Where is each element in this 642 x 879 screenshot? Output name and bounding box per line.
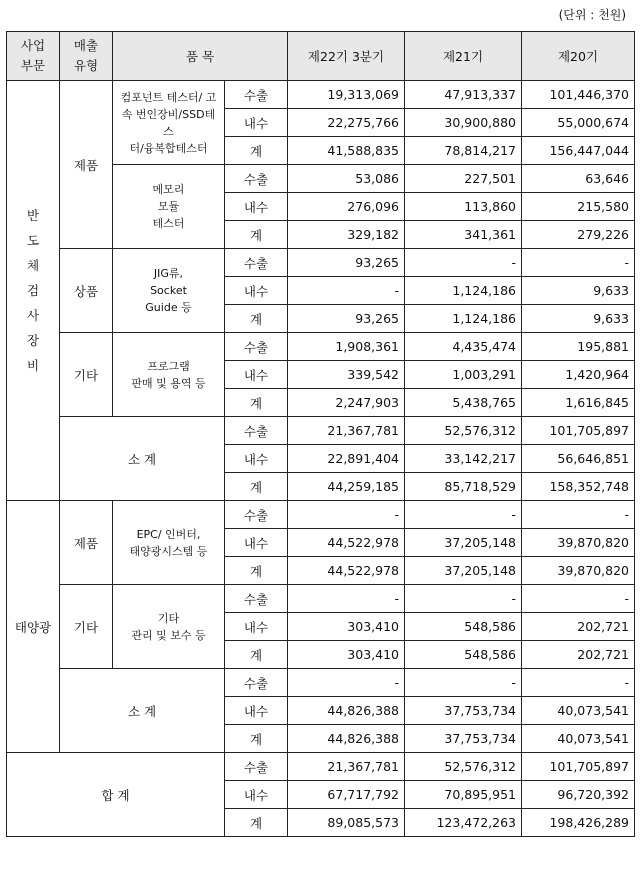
cell-value: 41,588,835 (288, 137, 405, 165)
cell-value: 39,870,820 (522, 529, 635, 557)
row-label-export: 수출 (225, 585, 288, 613)
row-label-total: 계 (225, 473, 288, 501)
table-row (7, 417, 635, 445)
cell-value: 1,908,361 (288, 333, 405, 361)
row-label-export: 수출 (225, 165, 288, 193)
row-label-total: 계 (225, 641, 288, 669)
cell-value: - (522, 585, 635, 613)
cell-value: 227,501 (405, 165, 522, 193)
cell-value: 44,522,978 (288, 529, 405, 557)
cell-value: 40,073,541 (522, 697, 635, 725)
cell-value: - (522, 249, 635, 277)
row-label-total: 계 (225, 137, 288, 165)
cell-value: 39,870,820 (522, 557, 635, 585)
row-label-total: 계 (225, 809, 288, 837)
cell-value: 1,420,964 (522, 361, 635, 389)
type-product: 제품 (60, 81, 113, 249)
grand-total-label: 합 계 (7, 753, 225, 837)
cell-value: 101,705,897 (522, 753, 635, 781)
sales-table (6, 31, 635, 837)
cell-value: 30,900,880 (405, 109, 522, 137)
cell-value: 22,275,766 (288, 109, 405, 137)
cell-value: 329,182 (288, 221, 405, 249)
cell-value: 548,586 (405, 613, 522, 641)
cell-value: 9,633 (522, 277, 635, 305)
cell-value: 9,633 (522, 305, 635, 333)
type-other: 기타 (60, 585, 113, 669)
cell-value: - (405, 249, 522, 277)
cell-value: 89,085,573 (288, 809, 405, 837)
cell-value: 22,891,404 (288, 445, 405, 473)
cell-value: - (405, 585, 522, 613)
cell-value: 2,247,903 (288, 389, 405, 417)
type-merchandise: 상품 (60, 249, 113, 333)
cell-value: 19,313,069 (288, 81, 405, 109)
cell-value: 279,226 (522, 221, 635, 249)
table-row (7, 669, 635, 697)
cell-value: 341,361 (405, 221, 522, 249)
cell-value: 101,705,897 (522, 417, 635, 445)
cell-value: - (288, 277, 405, 305)
cell-value: - (288, 501, 405, 529)
row-label-domestic: 내수 (225, 361, 288, 389)
cell-value: 339,542 (288, 361, 405, 389)
header-row (7, 32, 635, 81)
header-p21: 제21기 (405, 32, 522, 81)
item-name: 프로그램 판매 및 용역 등 (113, 333, 225, 417)
header-p20: 제20기 (522, 32, 635, 81)
row-label-domestic: 내수 (225, 781, 288, 809)
header-type: 매출 유형 (60, 32, 113, 81)
cell-value: 303,410 (288, 613, 405, 641)
cell-value: 113,860 (405, 193, 522, 221)
row-label-total: 계 (225, 221, 288, 249)
cell-value: 202,721 (522, 641, 635, 669)
row-label-export: 수출 (225, 249, 288, 277)
header-item: 품 목 (113, 32, 288, 81)
row-label-domestic: 내수 (225, 697, 288, 725)
cell-value: 40,073,541 (522, 725, 635, 753)
cell-value: 4,435,474 (405, 333, 522, 361)
cell-value: 21,367,781 (288, 753, 405, 781)
cell-value: - (288, 669, 405, 697)
row-label-total: 계 (225, 557, 288, 585)
row-label-export: 수출 (225, 417, 288, 445)
row-label-domestic: 내수 (225, 193, 288, 221)
cell-value: - (522, 501, 635, 529)
row-label-export: 수출 (225, 753, 288, 781)
cell-value: 276,096 (288, 193, 405, 221)
cell-value: 55,000,674 (522, 109, 635, 137)
cell-value: 44,522,978 (288, 557, 405, 585)
cell-value: 1,124,186 (405, 277, 522, 305)
cell-value: 1,003,291 (405, 361, 522, 389)
type-product: 제품 (60, 501, 113, 585)
table-row (7, 501, 635, 529)
cell-value: 52,576,312 (405, 753, 522, 781)
row-label-total: 계 (225, 305, 288, 333)
cell-value: 53,086 (288, 165, 405, 193)
cell-value: 123,472,263 (405, 809, 522, 837)
cell-value: 198,426,289 (522, 809, 635, 837)
cell-value: 548,586 (405, 641, 522, 669)
item-name: JIG류, Socket Guide 등 (113, 249, 225, 333)
cell-value: 67,717,792 (288, 781, 405, 809)
type-other: 기타 (60, 333, 113, 417)
header-segment: 사업 부문 (7, 32, 60, 81)
row-label-domestic: 내수 (225, 613, 288, 641)
segment-name-semiconductor: 반 도 체 검 사 장 비 (7, 81, 60, 501)
cell-value: 195,881 (522, 333, 635, 361)
cell-value: 303,410 (288, 641, 405, 669)
cell-value: 101,446,370 (522, 81, 635, 109)
cell-value: 33,142,217 (405, 445, 522, 473)
cell-value: 96,720,392 (522, 781, 635, 809)
cell-value: 93,265 (288, 305, 405, 333)
row-label-domestic: 내수 (225, 529, 288, 557)
item-name: 메모리 모듈 테스터 (113, 165, 225, 249)
cell-value: 1,616,845 (522, 389, 635, 417)
item-name: 기타 관리 및 보수 등 (113, 585, 225, 669)
cell-value: 78,814,217 (405, 137, 522, 165)
cell-value: 5,438,765 (405, 389, 522, 417)
row-label-domestic: 내수 (225, 109, 288, 137)
cell-value: - (405, 501, 522, 529)
row-label-domestic: 내수 (225, 445, 288, 473)
unit-label: (단위 : 천원) (558, 8, 626, 22)
cell-value: 56,646,851 (522, 445, 635, 473)
segment-name-solar: 태양광 (7, 501, 60, 753)
row-label-domestic: 내수 (225, 277, 288, 305)
header-p22: 제22기 3분기 (288, 32, 405, 81)
cell-value: 158,352,748 (522, 473, 635, 501)
cell-value: 52,576,312 (405, 417, 522, 445)
cell-value: 202,721 (522, 613, 635, 641)
cell-value: 44,826,388 (288, 725, 405, 753)
cell-value: - (288, 585, 405, 613)
table-row (7, 585, 635, 613)
row-label-export: 수출 (225, 501, 288, 529)
table-row (7, 249, 635, 277)
subtotal-label: 소 계 (60, 417, 225, 501)
cell-value: 37,205,148 (405, 529, 522, 557)
cell-value: 93,265 (288, 249, 405, 277)
cell-value: - (522, 669, 635, 697)
cell-value: 63,646 (522, 165, 635, 193)
cell-value: 70,895,951 (405, 781, 522, 809)
cell-value: 37,753,734 (405, 725, 522, 753)
cell-value: 44,826,388 (288, 697, 405, 725)
row-label-export: 수출 (225, 333, 288, 361)
table-row (7, 753, 635, 781)
item-name: EPC/ 인버터, 태양광시스템 등 (113, 501, 225, 585)
cell-value: 44,259,185 (288, 473, 405, 501)
cell-value: 215,580 (522, 193, 635, 221)
cell-value: 1,124,186 (405, 305, 522, 333)
row-label-total: 계 (225, 389, 288, 417)
row-label-export: 수출 (225, 669, 288, 697)
cell-value: 85,718,529 (405, 473, 522, 501)
table-row (7, 81, 635, 109)
item-name: 컴포넌트 테스터/ 고 속 번인장비/SSD테스 터/융복합테스터 (113, 81, 225, 165)
cell-value: 37,753,734 (405, 697, 522, 725)
cell-value: - (405, 669, 522, 697)
row-label-export: 수출 (225, 81, 288, 109)
row-label-total: 계 (225, 725, 288, 753)
table-row (7, 333, 635, 361)
cell-value: 37,205,148 (405, 557, 522, 585)
cell-value: 47,913,337 (405, 81, 522, 109)
subtotal-label: 소 계 (60, 669, 225, 753)
cell-value: 21,367,781 (288, 417, 405, 445)
cell-value: 156,447,044 (522, 137, 635, 165)
